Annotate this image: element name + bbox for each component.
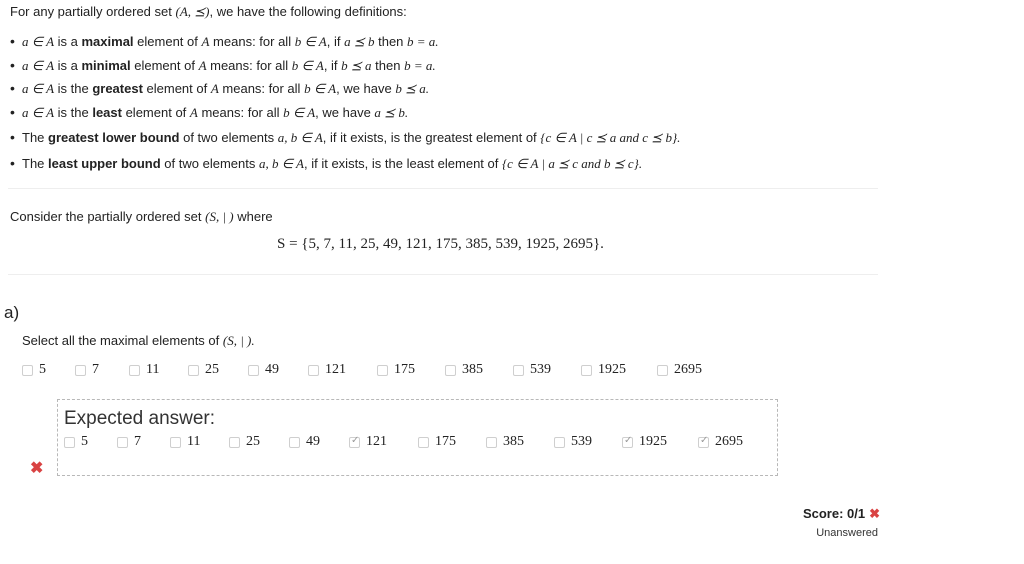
option-label: 5 — [81, 434, 88, 449]
option-label: 11 — [187, 434, 201, 449]
def-term: maximal — [81, 34, 134, 49]
checkbox[interactable] — [513, 365, 524, 376]
def-text: means: for all — [218, 81, 305, 96]
def-math: b ∈ A — [283, 104, 316, 120]
question-pair: (S, | ). — [222, 333, 255, 348]
def-math: a, b ∈ A — [277, 130, 323, 145]
def-term: minimal — [81, 57, 131, 73]
checkbox[interactable] — [308, 365, 319, 376]
def-text: means: for all — [209, 34, 295, 49]
option-label: 539 — [530, 362, 551, 377]
checkbox — [170, 437, 181, 448]
checkbox — [117, 437, 128, 448]
expected-option-175 — [418, 432, 456, 452]
def-text: , if it exists, is the least element of — [304, 155, 502, 171]
option-label: 175 — [435, 434, 456, 449]
option-175[interactable] — [377, 360, 415, 380]
definition-least — [10, 101, 680, 125]
def-math: a ∈ A — [22, 34, 55, 49]
score — [803, 506, 880, 522]
def-text: means: for all — [206, 57, 292, 73]
expected-options — [0, 432, 1024, 452]
option-label: 121 — [366, 434, 387, 449]
def-text: element of — [133, 34, 202, 49]
expected-option-5 — [64, 432, 88, 452]
option-539[interactable] — [513, 360, 551, 380]
def-text: The — [22, 155, 49, 171]
score-label: Score: 0/1 — [802, 506, 866, 521]
def-math: b ⪯ a — [341, 57, 372, 73]
checkbox-checked — [349, 437, 360, 448]
def-math: a ∈ A — [22, 57, 55, 73]
option-49[interactable] — [248, 360, 279, 380]
option-25[interactable] — [188, 360, 219, 380]
intro-suffix: , we have the following definitions: — [209, 4, 407, 19]
answer-options — [0, 360, 1024, 380]
option-label: 49 — [265, 362, 279, 377]
option-label: 1925 — [639, 434, 667, 449]
option-label: 7 — [134, 434, 141, 449]
checkbox[interactable] — [657, 365, 668, 376]
option-label: 2695 — [674, 362, 702, 377]
checkbox — [486, 437, 497, 448]
checkbox[interactable] — [75, 365, 86, 376]
def-text: The — [22, 130, 49, 145]
def-text: element of — [130, 57, 199, 73]
option-label: 385 — [462, 362, 483, 377]
def-term: greatest — [92, 81, 143, 96]
def-math: b = a. — [404, 57, 436, 73]
checkbox — [418, 437, 429, 448]
option-label: 7 — [92, 362, 99, 377]
def-math: A — [210, 81, 219, 96]
def-math: b ∈ A — [291, 57, 324, 73]
option-2695[interactable] — [657, 360, 702, 380]
consider-text: Consider the partially ordered set — [10, 209, 202, 224]
incorrect-icon: ✖ — [30, 460, 44, 477]
def-text: , if — [323, 57, 342, 73]
option-385[interactable] — [445, 360, 483, 380]
definition-maximal — [10, 30, 680, 54]
def-term: least — [92, 104, 122, 120]
expected-option-121 — [349, 432, 387, 452]
option-label: 175 — [394, 362, 415, 377]
def-text: element of — [121, 104, 190, 120]
option-label: 11 — [146, 362, 160, 377]
definition-glb — [10, 126, 680, 150]
def-math: A — [201, 34, 210, 49]
def-math: a, b ∈ A — [258, 155, 304, 171]
def-text: , we have — [315, 104, 375, 120]
def-text: , if — [326, 34, 345, 49]
def-text: then — [374, 34, 408, 49]
def-math: a ⪯ b. — [374, 104, 409, 120]
def-text: of two elements — [179, 130, 278, 145]
checkbox[interactable] — [22, 365, 33, 376]
checkbox — [229, 437, 240, 448]
checkbox — [554, 437, 565, 448]
set-definition: S = {5, 7, 11, 25, 49, 121, 175, 385, 539, 1925, 2695}. — [277, 236, 604, 252]
checkbox — [64, 437, 75, 448]
def-math: {c ∈ A | a ⪯ c and b ⪯ c}. — [501, 155, 643, 171]
def-text: , if it exists, is the greatest element of — [322, 130, 541, 145]
expected-option-1925 — [622, 432, 667, 452]
def-math: A — [189, 104, 198, 120]
def-text: is a — [54, 57, 82, 73]
option-label: 49 — [306, 434, 320, 449]
expected-option-2695 — [698, 432, 743, 452]
def-text: is the — [54, 104, 93, 120]
option-5[interactable] — [22, 360, 46, 380]
checkbox[interactable] — [129, 365, 140, 376]
def-text: is a — [54, 34, 82, 49]
option-11[interactable] — [129, 360, 159, 380]
option-label: 25 — [205, 362, 219, 377]
def-math: a ⪯ b — [344, 34, 375, 49]
divider — [8, 274, 878, 275]
def-math: b ∈ A — [304, 81, 337, 96]
incorrect-icon: ✖ — [869, 506, 880, 521]
checkbox[interactable] — [377, 365, 388, 376]
definition-lub — [10, 152, 680, 176]
checkbox-checked — [698, 437, 709, 448]
option-7[interactable] — [75, 360, 99, 380]
def-text: means: for all — [197, 104, 284, 120]
checkbox[interactable] — [445, 365, 456, 376]
definition-minimal — [10, 54, 680, 78]
checkbox[interactable] — [188, 365, 199, 376]
def-math: b ∈ A — [294, 34, 327, 49]
definition-greatest — [10, 77, 680, 101]
def-text: element of — [142, 81, 211, 96]
checkbox[interactable] — [581, 365, 592, 376]
consider-pair: (S, | ) — [205, 209, 234, 224]
option-label: 25 — [246, 434, 260, 449]
def-math: b ⪯ a. — [395, 81, 430, 96]
checkbox-checked — [622, 437, 633, 448]
option-1925[interactable] — [581, 360, 626, 380]
option-label: 121 — [325, 362, 346, 377]
def-term: least upper bound — [48, 155, 161, 171]
option-label: 2695 — [715, 434, 743, 449]
definitions-list — [10, 30, 680, 175]
def-math: a ∈ A — [22, 104, 55, 120]
def-term: greatest lower bound — [48, 130, 180, 145]
def-math: b = a. — [407, 34, 439, 49]
def-math: A — [198, 57, 207, 73]
option-label: 385 — [503, 434, 524, 449]
checkbox[interactable] — [248, 365, 259, 376]
expected-option-49 — [289, 432, 320, 452]
def-text: of two elements — [160, 155, 259, 171]
expected-option-539 — [554, 432, 592, 452]
def-text: is the — [54, 81, 93, 96]
def-math: {c ∈ A | c ⪯ a and c ⪯ b}. — [540, 130, 681, 145]
expected-option-11 — [170, 432, 200, 452]
part-label: a) — [4, 303, 20, 322]
checkbox — [289, 437, 300, 448]
def-math: a ∈ A — [22, 81, 55, 96]
option-label: 5 — [39, 362, 46, 377]
expected-option-7 — [117, 432, 141, 452]
def-text: , we have — [336, 81, 396, 96]
answer-status: Unanswered — [816, 527, 878, 539]
expected-option-25 — [229, 432, 260, 452]
intro-prefix: For any partially ordered set — [10, 4, 172, 19]
consider-line — [10, 209, 273, 225]
def-text: then — [371, 57, 405, 73]
question-text: Select all the maximal elements of — [22, 333, 220, 348]
expected-option-385 — [486, 432, 524, 452]
option-121[interactable] — [308, 360, 346, 380]
question-prompt — [22, 333, 255, 349]
intro-pair: (A, ⪯) — [175, 4, 210, 19]
option-label: 539 — [571, 434, 592, 449]
divider — [8, 188, 878, 189]
intro-line — [10, 4, 407, 20]
expected-answer-title: Expected answer: — [64, 408, 216, 429]
option-label: 1925 — [598, 362, 626, 377]
consider-where: where — [233, 209, 273, 224]
